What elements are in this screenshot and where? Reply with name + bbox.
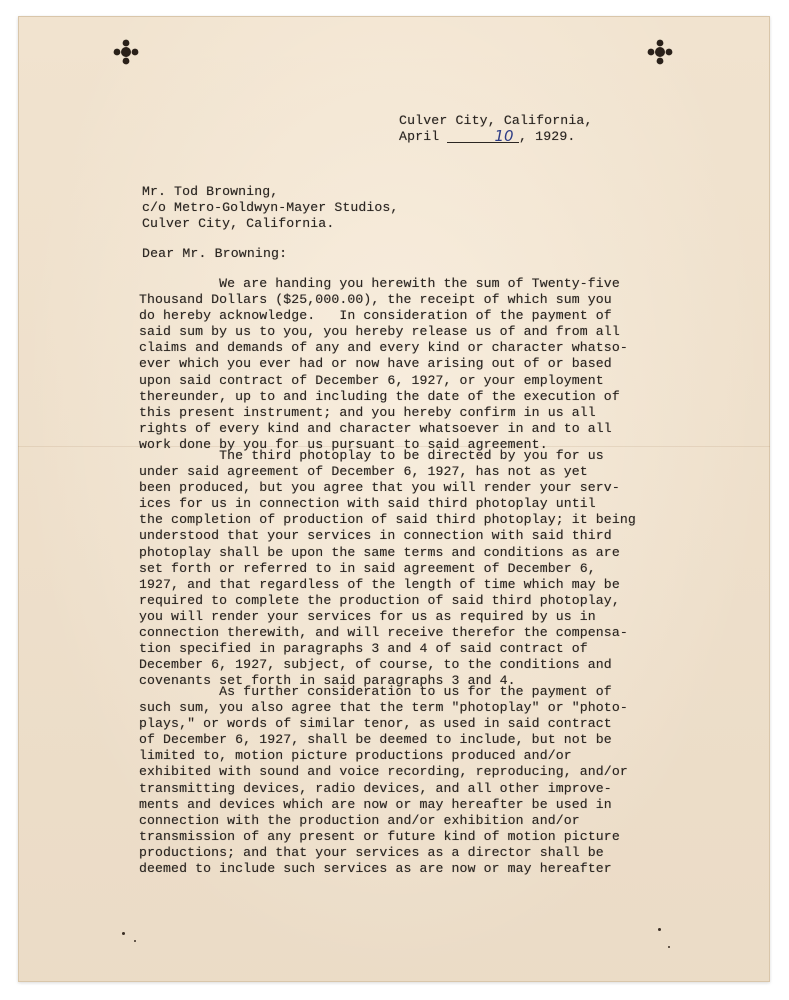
paragraph-line: limited to, motion picture productions produced and/or	[139, 748, 572, 764]
paragraph-line: upon said contract of December 6, 1927, or your employment	[139, 372, 604, 388]
paragraph-3	[139, 684, 699, 877]
paragraph-line: claims and demands of any and every kind or character whatso-	[139, 340, 628, 356]
paragraph-line: transmission of any present or future kind of motion picture	[139, 828, 620, 844]
paragraph-line: this present instrument; and you hereby confirm in us all	[139, 404, 596, 420]
address-line: c/o Metro-Goldwyn-Mayer Studios,	[142, 200, 399, 216]
paper-speck	[658, 928, 661, 931]
paragraph-line: deemed to include such services as are now or may hereafter	[139, 861, 612, 877]
paragraph-line: understood that your services in connection with said third	[139, 528, 612, 544]
date-prefix: April	[399, 129, 440, 144]
paper-speck	[668, 946, 670, 948]
address-line: Mr. Tod Browning,	[142, 184, 279, 199]
paragraph-line: connection with the production and/or exhibition and/or	[139, 812, 580, 828]
paragraph-line: The third photoplay to be directed by you for us	[139, 448, 604, 463]
paragraph-line: required to complete the production of said third photoplay,	[139, 592, 620, 608]
paragraph-line: December 6, 1927, subject, of course, to the conditions and	[139, 657, 612, 673]
paragraph-line: photoplay shall be upon the same terms and conditions as are	[139, 544, 620, 560]
address-line: Culver City, California.	[142, 216, 335, 232]
paragraph-line: ever which you ever had or now have arising out of or based	[139, 356, 612, 372]
paragraph-line: tion specified in paragraphs 3 and 4 of said contract of	[139, 641, 588, 657]
paragraph-line: covenants set forth in said paragraphs 3 and 4.	[139, 673, 516, 689]
paragraph-line: As further consideration to us for the payment of	[139, 684, 612, 699]
paragraph-line: plays," or words of similar tenor, as used in said contract	[139, 716, 612, 732]
paragraph-2	[139, 448, 699, 689]
paragraph-line: been produced, but you agree that you will render your serv-	[139, 480, 620, 496]
fastener-hole-icon	[112, 38, 140, 66]
paragraph-line: ments and devices which are now or may hereafter be used in	[139, 796, 612, 812]
fastener-hole-icon	[646, 38, 674, 66]
paragraph-line: thereunder, up to and including the date of the execution of	[139, 388, 620, 404]
paragraph-line: 1927, and that regardless of the length of time which may be	[139, 576, 620, 592]
paragraph-line: under said agreement of December 6, 1927, has not as yet	[139, 464, 588, 480]
paragraph-line: We are handing you herewith the sum of Twenty-five	[139, 276, 620, 291]
paragraph-line: such sum, you also agree that the term "photoplay" or "photo-	[139, 700, 628, 716]
paragraph-line: do hereby acknowledge. In consideration of the payment of	[139, 308, 612, 324]
paragraph-line: ices for us in connection with said third photoplay until	[139, 496, 596, 512]
paragraph-line: said sum by us to you, you hereby release us of and from all	[139, 324, 620, 340]
paragraph-line: set forth or referred to in said agreement of December 6,	[139, 560, 596, 576]
paragraph-line: productions; and that your services as a director shall be	[139, 844, 604, 860]
date-suffix: , 1929.	[519, 129, 576, 144]
paragraph-line: rights of every kind and character whatsoever in and to all	[139, 420, 612, 436]
paper-speck	[122, 932, 125, 935]
paragraph-line: exhibited with sound and voice recording, reproducing, and/or	[139, 764, 628, 780]
paper-speck	[134, 940, 136, 942]
paragraph-line: work done by you for us pursuant to said agreement.	[139, 436, 548, 452]
paragraph-line: you will render your services for us as required by us in	[139, 608, 596, 624]
paragraph-line: of December 6, 1927, shall be deemed to include, but not be	[139, 732, 612, 748]
date-day-handwritten: 10	[494, 127, 514, 145]
paragraph-1	[139, 276, 699, 453]
place-line: Culver City, California,	[399, 113, 593, 128]
address-block	[142, 184, 702, 232]
paragraph-line: Thousand Dollars ($25,000.00), the receipt of which sum you	[139, 292, 612, 308]
paragraph-line: transmitting devices, radio devices, and all other improve-	[139, 780, 612, 796]
paragraph-line: the completion of production of said third photoplay; it being	[139, 512, 636, 528]
salutation: Dear Mr. Browning:	[142, 246, 288, 261]
paragraph-line: connection therewith, and will receive therefor the compensa-	[139, 625, 628, 641]
